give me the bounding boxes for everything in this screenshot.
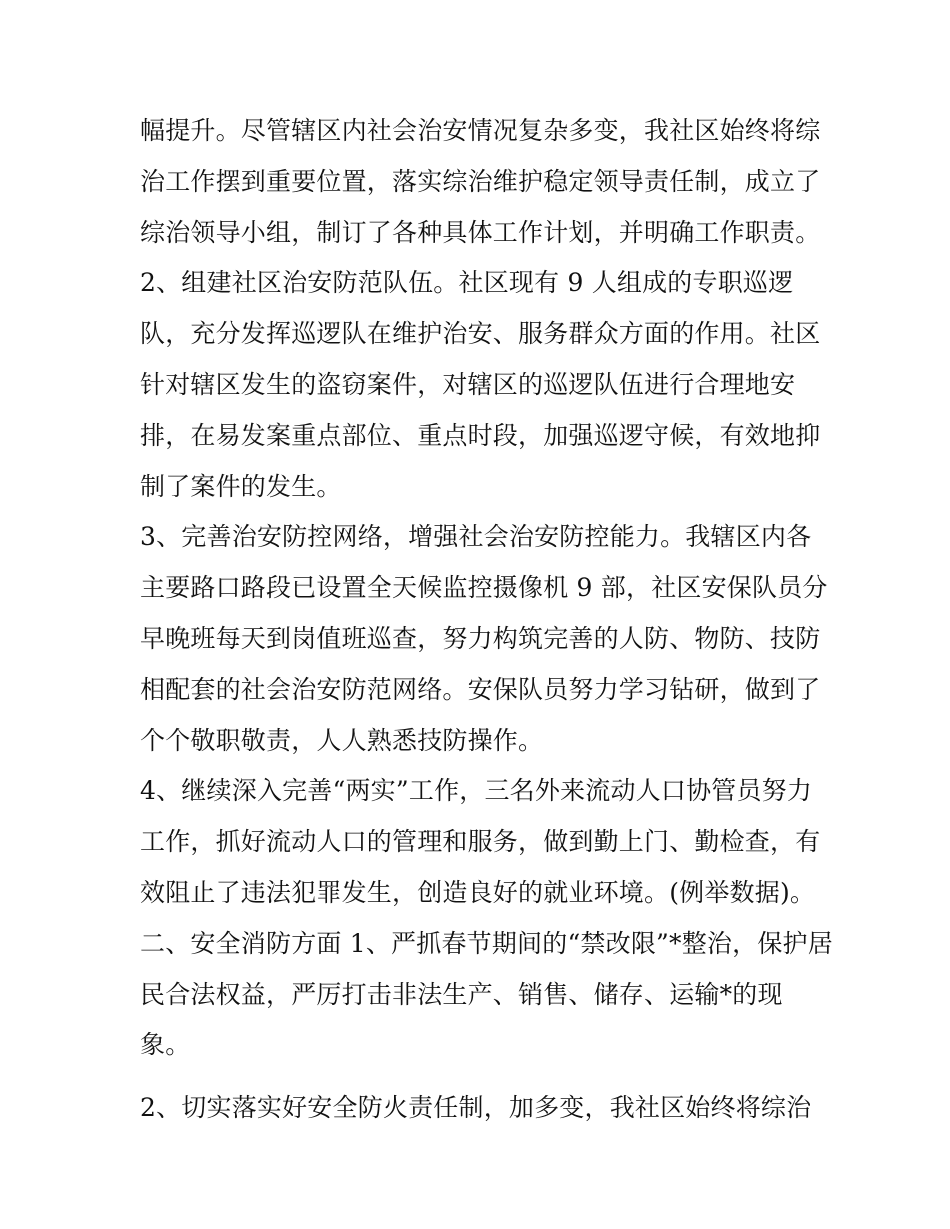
text-line: 综治领导小组，制订了各种具体工作计划，并明确工作职责。: [140, 217, 821, 247]
text-line: 效阻止了违法犯罪发生，创造良好的就业环境。(例举数据)。: [140, 877, 816, 907]
document-body: [140, 106, 833, 1134]
text-line: 早晚班每天到岗值班巡查，努力构筑完善的人防、物防、技防: [140, 623, 821, 653]
text-line: 主要路口路段已设置全天候监控摄像机 9 部，社区安保队员分: [140, 573, 828, 603]
text-line: 个个敬职敬责，人人熟悉技防操作。: [140, 725, 544, 755]
text-line: 幅提升。尽管辖区内社会治安情况复杂多变，我社区始终将综: [140, 116, 821, 145]
text-line: 工作，抓好流动人口的管理和服务，做到勤上门、勤检查，有: [140, 827, 821, 857]
text-line: 治工作摆到重要位置，落实综治维护稳定领导责任制，成立了: [140, 166, 821, 196]
text-line: 象。: [140, 1030, 191, 1060]
text-line: 制了案件的发生。: [140, 471, 342, 501]
text-line: 2、组建社区治安防范队伍。社区现有 9 人组成的专职巡逻: [140, 268, 794, 298]
text-line: 4、继续深入完善“两实”工作，三名外来流动人口协管员努力: [140, 776, 813, 806]
text-line: 二、安全消防方面 1、严抓春节期间的“禁改限”*整治，保护居: [140, 928, 833, 958]
text-line: 队，充分发挥巡逻队在维护治安、服务群众方面的作用。社区: [140, 319, 821, 349]
text-line: 2、切实落实好安全防火责任制，加多变，我社区始终将综治: [140, 1093, 812, 1123]
text-line: 3、完善治安防控网络，增强社会治安防控能力。我辖区内各: [140, 522, 812, 552]
text-line: 针对辖区发生的盗窃案件，对辖区的巡逻队伍进行合理地安: [140, 369, 796, 399]
text-line: 相配套的社会治安防范网络。安保队员努力学习钻研，做到了: [140, 674, 821, 704]
text-line: 民合法权益，严厉打击非法生产、销售、储存、运输*的现: [140, 979, 783, 1009]
text-line: 排，在易发案重点部位、重点时段，加强巡逻守候，有效地抑: [140, 420, 821, 450]
